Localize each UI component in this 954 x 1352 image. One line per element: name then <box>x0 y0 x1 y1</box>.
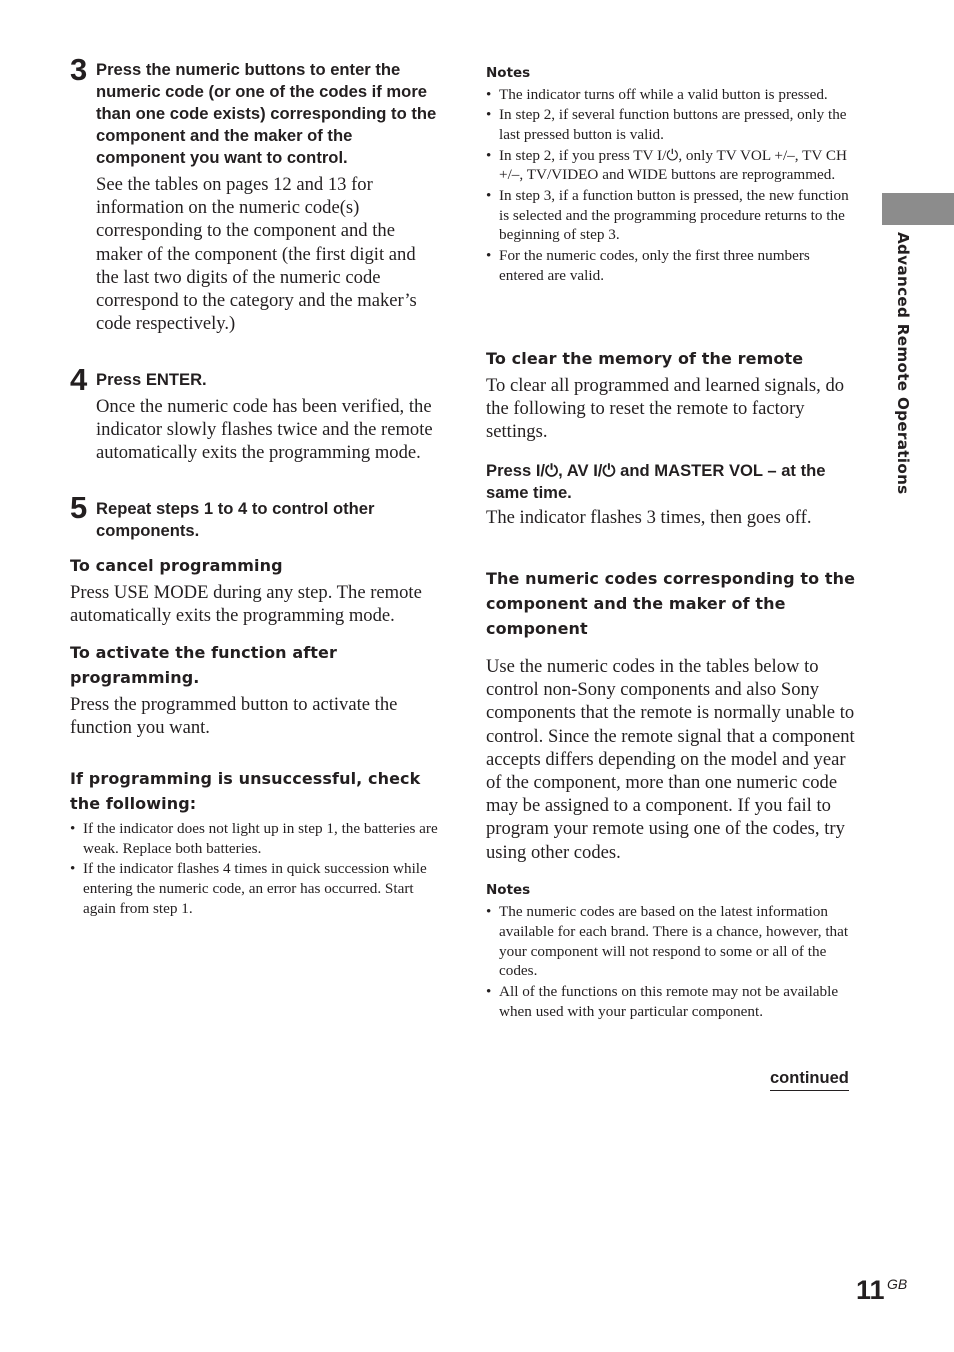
list-item: • The indicator turns off while a valid button is pressed. <box>486 86 828 103</box>
page-number-suffix: GB <box>887 1276 908 1292</box>
step-heading: Press ENTER. <box>96 370 207 389</box>
notes-list <box>486 902 858 1022</box>
list-item: • In step 2, if you press TV I/⏻, only TV VOL +/–, TV CH +/–, TV/VIDEO and WIDE buttons are reprogrammed. <box>486 146 847 184</box>
step-heading: Press the numeric buttons to enter the numeric code (or one of the codes if more than one code exists) corresponding to the component and the maker of the component you want to control. <box>96 60 437 167</box>
list-item: • All of the functions on this remote may not be available when used with your particular component. <box>486 982 839 1020</box>
list-item: • If the indicator flashes 4 times in quick succession while entering the numeric code, an error has occurred. Start again from step 1. <box>70 860 427 917</box>
step-5 <box>70 490 442 542</box>
notes-heading: Notes <box>486 65 531 81</box>
continued-label: continued <box>770 1067 849 1091</box>
clear-memory-text: To clear all programmed and learned signals, do the following to reset the remote to factory settings. <box>486 375 845 443</box>
numeric-codes-heading: The numeric codes corresponding to the component and the maker of the component <box>486 569 856 638</box>
clear-memory-heading: To clear the memory of the remote <box>486 349 804 368</box>
clear-memory-instruction: Press I/⏻, AV I/⏻ and MASTER VOL – at the same time. <box>486 461 826 502</box>
activate-function-text: Press the programmed button to activate the function you want. <box>70 694 398 739</box>
list-item: • The numeric codes are based on the latest information available for each brand. There is a chance, however, that your component will not respond to some or all of the codes. <box>486 903 849 980</box>
step-number: 5 <box>70 490 88 525</box>
list-item: • In step 3, if a function button is pressed, the new function is selected and the programming procedure returns to the beginning of step 3. <box>486 186 849 244</box>
step-body: Once the numeric code has been verified, the indicator slowly flashes twice and the remote automatically exits the programming mode. <box>96 396 433 464</box>
notes-list <box>486 85 858 286</box>
notes-heading: Notes <box>486 882 531 898</box>
unsuccessful-heading: If programming is unsuccessful, check the following: <box>70 769 421 813</box>
page-number: 11 <box>856 1275 885 1305</box>
step-number: 4 <box>70 362 88 397</box>
step-heading: Repeat steps 1 to 4 to control other components. <box>96 499 375 540</box>
step-4 <box>70 362 442 465</box>
list-item: • If the indicator does not light up in step 1, the batteries are weak. Replace both batteries. <box>70 820 438 857</box>
list-item: • For the numeric codes, only the first three numbers entered are valid. <box>486 246 810 284</box>
step-3 <box>70 52 442 335</box>
activate-function-heading: To activate the function after programming. <box>70 643 337 687</box>
section-tab-marker <box>882 193 954 225</box>
step-number: 3 <box>70 52 88 87</box>
step-body: See the tables on pages 12 and 13 for information on the numeric code(s) corresponding to the component and the maker of the component (the first digit and the last two digits of the numeric code correspond to the category and the maker’s code respectively.) <box>96 174 417 335</box>
list-item: • In step 2, if several function buttons are pressed, only the last pressed button is valid. <box>486 106 847 144</box>
numeric-codes-text: Use the numeric codes in the tables below to control non-Sony components and also Sony components that the remote is normally unable to control. Since the remote signal that a component accepts differs depending on the model and year of the component, more than one numeric code may be assigned to a component. If you fail to program your remote using one of the codes, try using other codes. <box>486 656 855 863</box>
unsuccessful-list <box>70 819 442 919</box>
section-side-label: Advanced Remote Operations <box>894 232 912 495</box>
cancel-programming-heading: To cancel programming <box>70 556 283 575</box>
cancel-programming-text: Press USE MODE during any step. The remote automatically exits the programming mode. <box>70 582 422 627</box>
clear-memory-result: The indicator flashes 3 times, then goes off. <box>486 507 812 528</box>
